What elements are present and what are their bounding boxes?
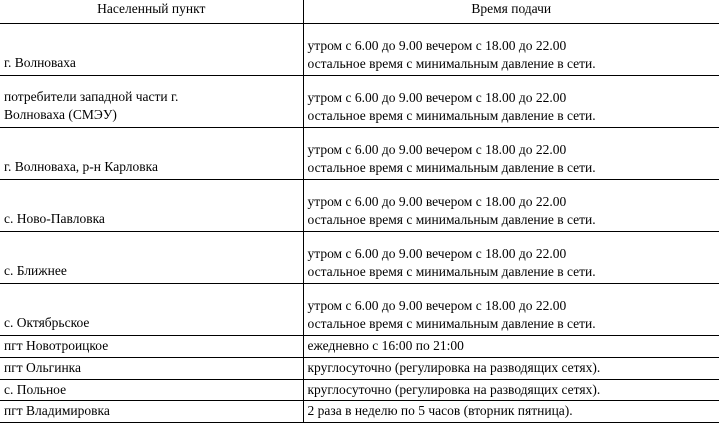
cell-settlement: пгт Новотроицкое: [0, 336, 303, 358]
supply-time-line-2: остальное время с минимальным давление в сети.: [307, 316, 596, 332]
supply-time-line-2: остальное время с минимальным давление в сети.: [307, 56, 596, 72]
cell-supply-time: [303, 128, 719, 180]
table-row: [0, 76, 719, 128]
table-row: [0, 24, 719, 76]
table-header-row: [0, 0, 719, 24]
cell-supply-time: [303, 232, 719, 284]
supply-time-line-2: остальное время с минимальным давление в сети.: [307, 264, 596, 280]
supply-time-line-2: остальное время с минимальным давление в сети.: [307, 212, 596, 228]
supply-time-line-1: утром с 6.00 до 9.00 вечером с 18.00 до 22.00: [307, 142, 567, 158]
settlement-line-2: Волноваха (СМЭУ): [4, 107, 117, 123]
supply-time-line-1: утром с 6.00 до 9.00 вечером с 18.00 до 22.00: [307, 246, 567, 262]
cell-supply-time: [303, 284, 719, 336]
supply-time-line-1: утром с 6.00 до 9.00 вечером с 18.00 до 22.00: [307, 38, 567, 54]
cell-settlement: с. Ближнее: [0, 232, 303, 284]
table-row: [0, 180, 719, 232]
cell-supply-time: [303, 180, 719, 232]
cell-settlement: [0, 76, 303, 128]
cell-settlement: с. Октябрьское: [0, 284, 303, 336]
supply-time-line-2: остальное время с минимальным давление в сети.: [307, 160, 596, 176]
table-row: [0, 357, 719, 379]
table-row: [0, 336, 719, 358]
settlement-line-1: потребители западной части г.: [4, 89, 179, 105]
supply-time-line-1: утром с 6.00 до 9.00 вечером с 18.00 до 22.00: [307, 194, 567, 210]
cell-settlement: г. Волноваха, р-н Карловка: [0, 128, 303, 180]
table-row: [0, 379, 719, 401]
supply-time-line-1: утром с 6.00 до 9.00 вечером с 18.00 до 22.00: [307, 90, 567, 106]
cell-settlement: с. Ново-Павловка: [0, 180, 303, 232]
supply-time-line-1: утром с 6.00 до 9.00 вечером с 18.00 до 22.00: [307, 298, 567, 314]
table-row: [0, 401, 719, 423]
table-header: [0, 0, 719, 24]
table-body: [0, 24, 719, 423]
cell-supply-time: [303, 24, 719, 76]
supply-time-line-2: остальное время с минимальным давление в сети.: [307, 108, 596, 124]
cell-supply-time: круглосуточно (регулировка на разводящих сетях).: [303, 357, 719, 379]
cell-supply-time: круглосуточно (регулировка на разводящих сетях).: [303, 379, 719, 401]
table-row: [0, 284, 719, 336]
cell-settlement: с. Польное: [0, 379, 303, 401]
column-header-supply-time: Время подачи: [303, 0, 719, 24]
cell-supply-time: ежедневно с 16:00 по 21:00: [303, 336, 719, 358]
table-row: [0, 232, 719, 284]
table-row: [0, 128, 719, 180]
cell-settlement: г. Волноваха: [0, 24, 303, 76]
cell-supply-time: 2 раза в неделю по 5 часов (вторник пятница).: [303, 401, 719, 423]
cell-settlement: пгт Ольгинка: [0, 357, 303, 379]
cell-supply-time: [303, 76, 719, 128]
column-header-settlement: Населенный пункт: [0, 0, 303, 24]
cell-settlement: пгт Владимировка: [0, 401, 303, 423]
